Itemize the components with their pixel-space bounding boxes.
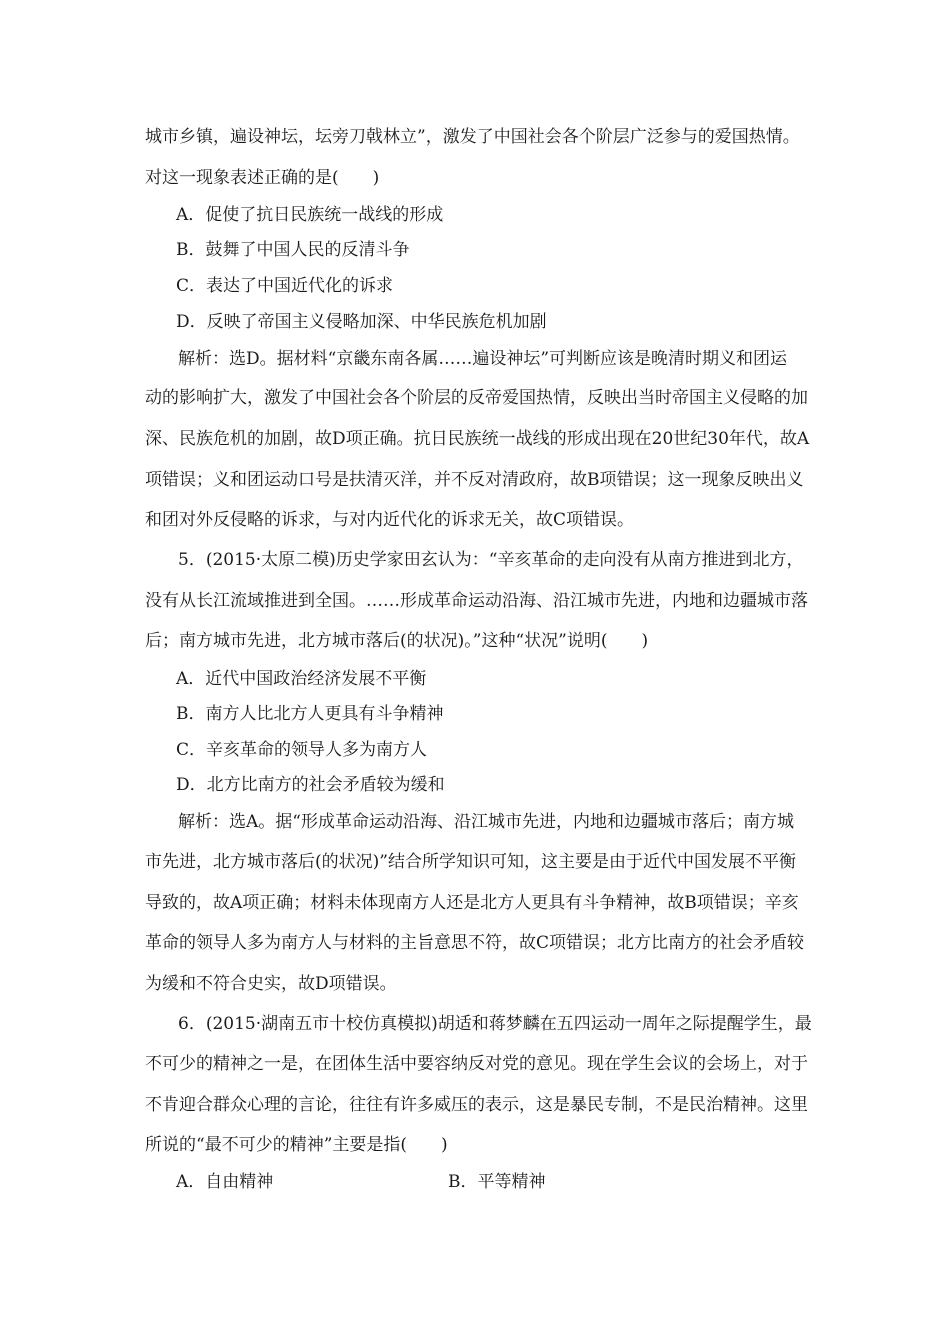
q4-analysis-line-2: 动的影响扩大，激发了中国社会各个阶层的反帝爱国热情，反映出当时帝国主义侵略的加: [145, 388, 808, 408]
q4-option-b: B．鼓舞了中国人民的反清斗争: [176, 240, 410, 260]
q6-stem-line-2: 不可少的精神之一是，在团体生活中要容纳反对党的意见。现在学生会议的会场上，对于: [145, 1054, 808, 1074]
q6-stem-line-3: 不肯迎合群众心理的言论，往往有许多威压的表示，这是暴民专制，不是民治精神。这里: [145, 1095, 808, 1115]
q4-option-c: C．表达了中国近代化的诉求: [176, 276, 394, 296]
q5-analysis-line-1: 解析：选A。据“形成革命运动沿海、沿江城市先进，内地和边疆城市落后；南方城: [178, 812, 794, 832]
q5-option-d: D．北方比南方的社会矛盾较为缓和: [176, 775, 445, 795]
q5-analysis-line-5: 为缓和不符合史实，故D项错误。: [145, 974, 397, 994]
q5-option-a: A．近代中国政治经济发展不平衡: [176, 669, 427, 689]
q5-analysis-line-4: 革命的领导人多为南方人与材料的主旨意思不符，故C项错误；北方比南方的社会矛盾较: [145, 933, 805, 953]
q5-stem-line-1: 5．(2015·太原二模)历史学家田玄认为：“辛亥革命的走向没有从南方推进到北方，: [178, 550, 804, 570]
q4-analysis-line-4: 项错误；义和团运动口号是扶清灭洋，并不反对清政府，故B项错误；这一现象反映出义: [145, 470, 804, 490]
q5-stem-line-3: 后；南方城市先进，北方城市落后(的状况)。”这种“状况”说明( ): [145, 631, 649, 651]
q6-stem-line-1: 6．(2015·湖南五市十校仿真模拟)胡适和蒋梦麟在五四运动一周年之际提醒学生，最: [178, 1014, 812, 1034]
q4-option-a: A．促使了抗日民族统一战线的形成: [176, 205, 444, 225]
q6-stem-line-4: 所说的“最不可少的精神”主要是指( ): [145, 1135, 448, 1155]
q4-stem-line-2: 对这一现象表述正确的是( ): [145, 168, 380, 188]
q4-option-d: D．反映了帝国主义侵略加深、中华民族危机加剧: [176, 312, 547, 332]
q5-stem-line-2: 没有从长江流域推进到全国。……形成革命运动沿海、沿江城市先进，内地和边疆城市落: [145, 591, 808, 611]
q5-analysis-line-2: 市先进，北方城市落后(的状况)”结合所学知识可知，这主要是由于近代中国发展不平衡: [145, 852, 796, 872]
q6-option-b: B．平等精神: [448, 1172, 546, 1192]
q5-option-c: C．辛亥革命的领导人多为南方人: [176, 740, 428, 760]
q4-analysis-line-1: 解析：选D。据材料“京畿东南各属……遍设神坛”可判断应该是晚清时期义和团运: [178, 349, 788, 369]
q4-stem-line-1: 城市乡镇，遍设神坛，坛旁刀戟林立”，激发了中国社会各个阶层广泛参与的爱国热情。: [145, 127, 800, 147]
q4-analysis-line-5: 和团对外反侵略的诉求，与对内近代化的诉求无关，故C项错误。: [145, 510, 635, 530]
q5-option-b: B．南方人比北方人更具有斗争精神: [176, 704, 444, 724]
q6-option-a: A．自由精神: [176, 1172, 274, 1192]
q4-analysis-line-3: 深、民族危机的加剧，故D项正确。抗日民族统一战线的形成出现在20世纪30年代，故A: [145, 429, 810, 449]
q5-analysis-line-3: 导致的，故A项正确；材料未体现南方人还是北方人更具有斗争精神，故B项错误；辛亥: [145, 893, 799, 913]
